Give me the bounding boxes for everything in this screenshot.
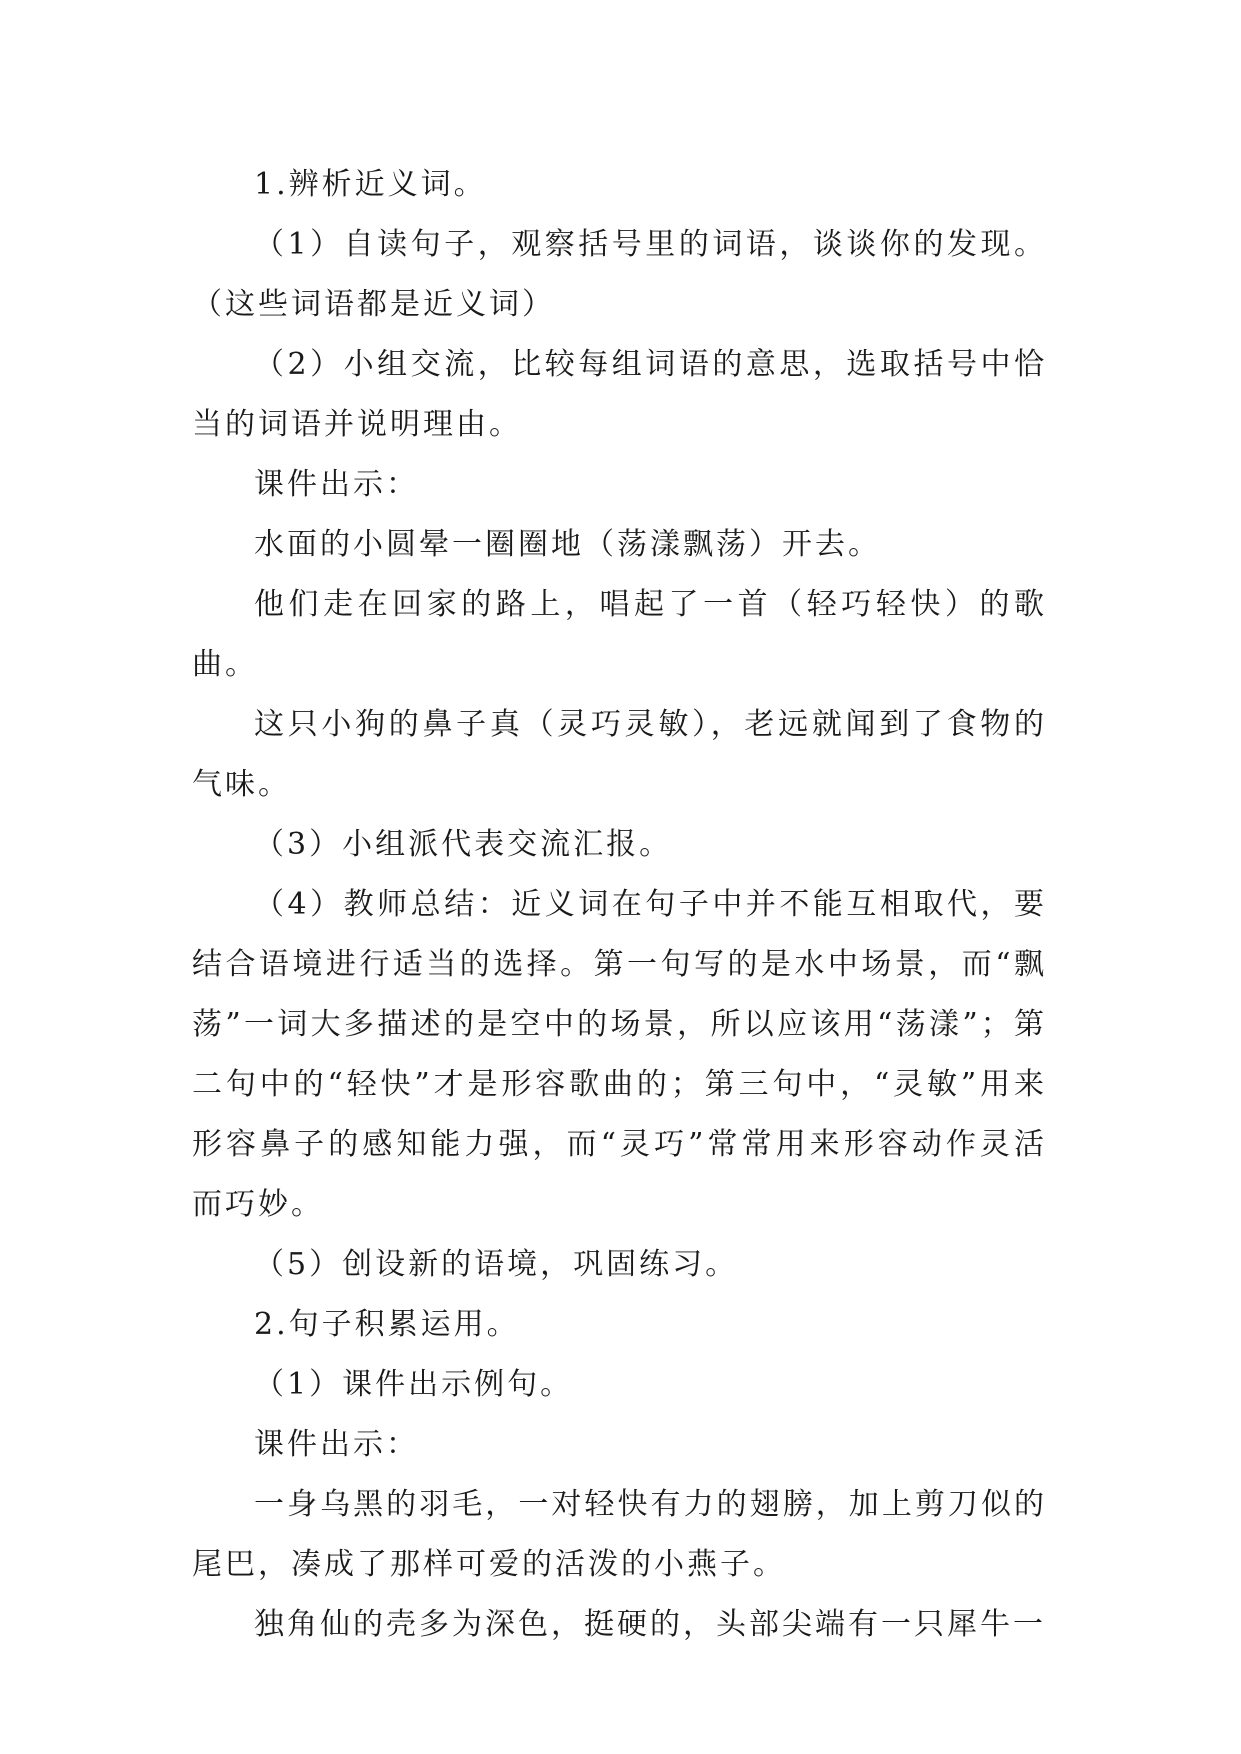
example-swallow-paragraph: 一身乌黑的羽毛，一对轻快有力的翅膀，加上剪刀似的尾巴，凑成了那样可爱的活泼的小燕子。 [192,1487,1047,1582]
document-body [192,155,1047,1655]
heading-sentence-usage: 2.句子积累运用。 [254,1307,520,1342]
step-1-paragraph: （1）自读句子，观察括号里的词语，谈谈你的发现。（这些词语都是近义词） [192,227,1047,322]
step-3-paragraph: （3）小组派代表交流汇报。 [254,827,673,862]
courseware-label-2: 课件出示： [254,1427,419,1462]
courseware-label: 课件出示： [254,467,419,502]
step-4-paragraph: （4）教师总结：近义词在句子中并不能互相取代，要结合语境进行适当的选择。第一句写的是水中场景，而“飘荡”一词大多描述的是空中的场景，所以应该用“荡漾”；第二句中的“轻快”才是形容歌曲的；第三句中，“灵敏”用来形容鼻子的感知能力强，而“灵巧”常常用来形容动作灵活而巧妙。 [192,887,1047,1222]
example-sentence-1: 水面的小圆晕一圈圈地（荡漾飘荡）开去。 [254,527,881,562]
example-beetle-paragraph: 独角仙的壳多为深色，挺硬的，头部尖端有一只犀牛一 [254,1607,1046,1642]
step-5-paragraph: （5）创设新的语境，巩固练习。 [254,1247,739,1282]
example-sentence-3: 这只小狗的鼻子真（灵巧灵敏），老远就闻到了食物的气味。 [192,707,1047,802]
heading-synonym-analysis: 1.辨析近义词。 [254,167,487,202]
sentence-step-1-paragraph: （1）课件出示例句。 [254,1367,574,1402]
example-sentence-2: 他们走在回家的路上，唱起了一首（轻巧轻快）的歌曲。 [192,587,1047,682]
step-2-paragraph: （2）小组交流，比较每组词语的意思，选取括号中恰当的词语并说明理由。 [192,347,1047,442]
